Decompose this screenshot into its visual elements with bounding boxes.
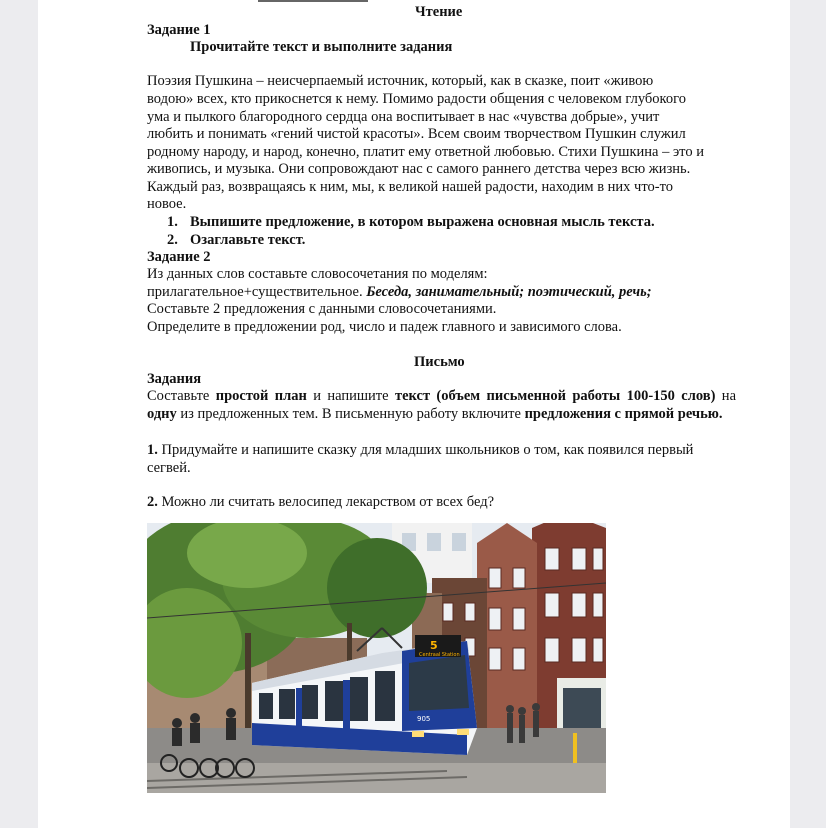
task1-item: Озаглавьте текст. (190, 232, 306, 248)
passage-line: ума и пылкого благородного сердца она воспитывает в нас «чувства добрые», учит (147, 109, 660, 125)
top-rule (258, 0, 368, 2)
passage-line: Поэзия Пушкина – неисчерпаемый источник, который, как в сказке, поит «живою (147, 73, 654, 89)
tram-fleet-number: 905 (417, 715, 431, 723)
reading-heading: Чтение (415, 4, 463, 20)
topic-1-continued: сегвей. (147, 460, 191, 476)
topic-1 (147, 441, 693, 459)
topic-1-text: Придумайте и напишите сказку для младших школьников о том, как появился первый (157, 442, 694, 458)
task2-model: прилагательное+существительное. (147, 284, 367, 300)
tram-route-number: 5 (430, 639, 438, 652)
writing-heading: Письмо (414, 354, 465, 370)
instr-text: на (715, 388, 737, 404)
writing-instruction (147, 387, 736, 423)
task1-item-number: 2. (167, 232, 178, 248)
task2-line: Составьте 2 предложения с данными словосочетаниями. (147, 301, 497, 317)
instr-text: и напишите (306, 388, 395, 404)
tram-photo (147, 523, 606, 793)
task1-item: Выпишите предложение, в котором выражена основная мысль текста. (190, 214, 655, 230)
task2-line: Из данных слов составьте словосочетания по моделям: (147, 266, 488, 282)
passage-line: Каждый раз, возвращаясь к ним, мы, к великой нашей радости, находим в них что-то (147, 179, 673, 195)
task2-title: Задание 2 (147, 249, 211, 265)
topic-1-number: 1. (147, 442, 158, 458)
task1-item-number: 1. (167, 214, 178, 230)
passage-line: живопись, и музыка. Они сопровождают нас с самого раннего детства через всю жизнь. (147, 161, 691, 177)
passage-line: родному народу, и народ, конечно, платит ему ответной любовью. Стихи Пушкина – это и (147, 144, 704, 160)
task1-title: Задание 1 (147, 22, 211, 38)
instr-text: из предложенных тем. В письменную работу включите (176, 406, 525, 422)
instr-bold: простой план (215, 388, 307, 404)
instr-bold: одну (147, 406, 177, 422)
tram-destination: Centraal Station (419, 652, 460, 658)
topic-2-number: 2. (147, 494, 158, 510)
instr-bold: текст (объем письменной работы 100-150 слов) (394, 388, 716, 404)
passage-line: любить и понимать «гений чистой красоты». Всем своим творчеством Пушкин служил (147, 126, 686, 142)
task1-instruction: Прочитайте текст и выполните задания (190, 39, 453, 55)
instr-text: Составьте (147, 388, 216, 404)
task2-words: Беседа, занимательный; поэтический, речь; (366, 284, 652, 300)
task2-line: Определите в предложении род, число и падеж главного и зависимого слова. (147, 319, 622, 335)
writing-tasks-title: Задания (147, 371, 202, 387)
topic-2-text: Можно ли считать велосипед лекарством от всех бед? (157, 494, 495, 510)
topic-2 (147, 493, 494, 511)
passage-line: водою» всех, кто прикоснется к нему. Помимо радости общения с человеком глубокого (147, 91, 686, 107)
instr-bold: предложения с прямой речью. (524, 406, 723, 422)
passage-line: новое. (147, 196, 187, 212)
task2-line (147, 283, 652, 301)
